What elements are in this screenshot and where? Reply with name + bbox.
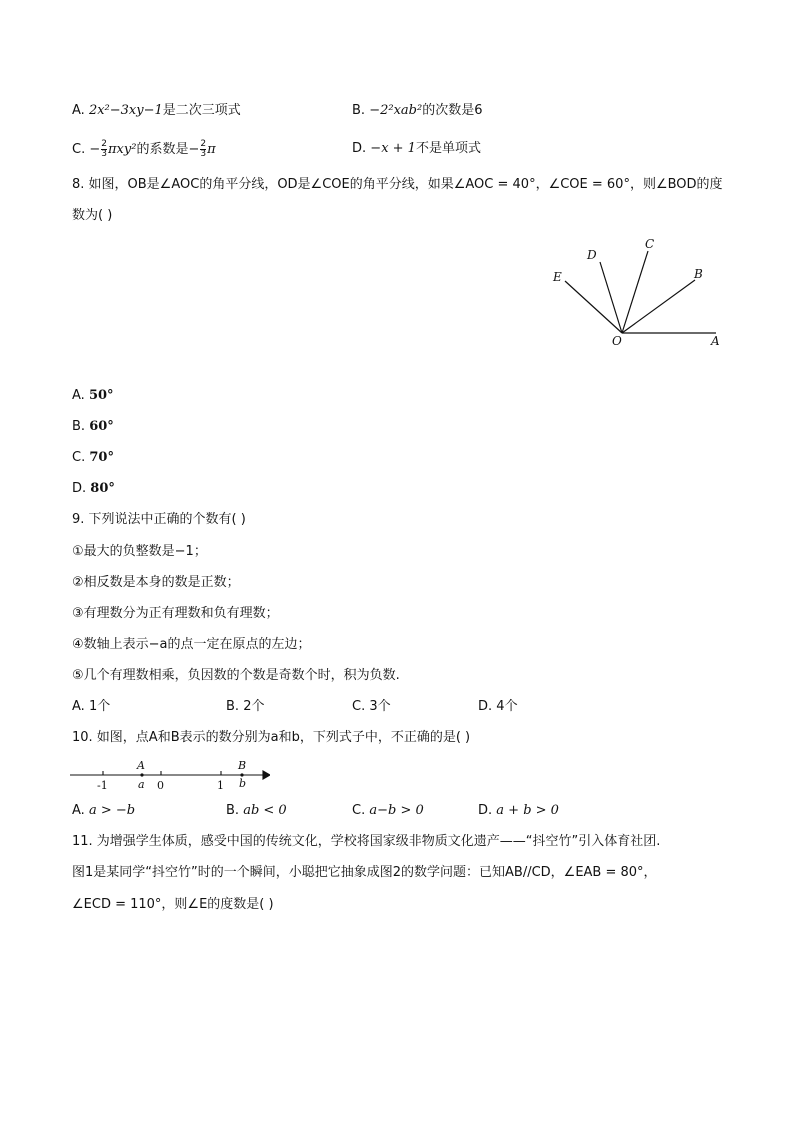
point-label-a: a bbox=[138, 778, 145, 791]
option-value: 50° bbox=[88, 388, 114, 403]
option-label: A. bbox=[72, 103, 85, 118]
point-label-A: A bbox=[137, 759, 145, 772]
tick-label-minus-1: -1 bbox=[97, 779, 108, 792]
q7-c-fraction bbox=[101, 140, 107, 159]
option-label: B. bbox=[352, 103, 366, 118]
q9-statement-1: ①最大的负整数是−1； bbox=[72, 544, 207, 559]
q7-b-text: 的次数是6 bbox=[422, 103, 483, 118]
q11-stem-line3: ∠ECD = 110°，则∠E的度数是( ) bbox=[72, 897, 274, 912]
point-label-b: b bbox=[239, 777, 247, 790]
q9-option-d bbox=[478, 698, 518, 716]
fraction-numerator: 2 bbox=[200, 139, 207, 149]
label-a: A bbox=[711, 334, 720, 348]
q8-stem-line1: 8. 如图，OB是∠AOC的角平分线，OD是∠COE的角平分线，如果∠AOC = 40°，∠COE = 60°，则∠BOD的度 bbox=[72, 177, 723, 192]
ray-ob bbox=[622, 280, 695, 333]
q9-statement-2: ②相反数是本身的数是正数； bbox=[72, 575, 240, 590]
label-d: D bbox=[587, 248, 597, 262]
option-value: 60° bbox=[89, 419, 114, 434]
q7-b-expression: −2²xab² bbox=[369, 103, 423, 118]
q8-option-d bbox=[72, 480, 115, 498]
q9-statement-4: ④数轴上表示−a的点一定在原点的左边； bbox=[72, 637, 311, 652]
option-label: C. bbox=[352, 699, 366, 714]
option-value: ab < 0 bbox=[243, 803, 287, 818]
option-value: a + b > 0 bbox=[496, 803, 559, 818]
q7-option-c: C. − $\frac{2}{3}$ πxy²的系数是− $\frac{2}{3}$ π bbox=[72, 139, 216, 159]
q10-option-b bbox=[226, 802, 287, 820]
label-e: E bbox=[553, 270, 562, 284]
option-value: 70° bbox=[89, 450, 114, 465]
q9-option-b bbox=[226, 698, 264, 716]
option-label: D. bbox=[72, 481, 87, 496]
q11-stem-line2: 图1是某同学“抖空竹”时的一个瞬间，小聪把它抽象成图2的数学问题：已知AB//CD，∠EAB = 80°， bbox=[72, 865, 657, 880]
q7-a-text: 是二次三项式 bbox=[162, 103, 241, 118]
q7-option-d bbox=[352, 140, 481, 158]
point-a-dot bbox=[140, 773, 143, 776]
q7-c-minus: − bbox=[89, 142, 101, 157]
option-value: 1个 bbox=[88, 699, 111, 714]
q11-stem-line1: 11. 为增强学生体质，感受中国的传统文化，学校将国家级非物质文化遗产——“抖空竹”引入体育社团. bbox=[72, 834, 661, 849]
option-label: D. bbox=[478, 803, 493, 818]
q7-d-expression: −x + 1 bbox=[370, 141, 416, 156]
q9-option-c bbox=[352, 698, 391, 716]
q7-option-b bbox=[352, 102, 482, 120]
q8-stem-line2: 数为( ) bbox=[72, 208, 113, 223]
q9-statement-3: ③有理数分为正有理数和负有理数； bbox=[72, 606, 279, 621]
q10-option-a bbox=[72, 802, 135, 820]
q8-option-b bbox=[72, 418, 114, 436]
q7-option-a bbox=[72, 102, 241, 120]
label-b: B bbox=[694, 267, 703, 281]
tick-label-0: 0 bbox=[157, 779, 164, 792]
q7-a-expression: 2x²−3xy−1 bbox=[88, 103, 163, 118]
option-label: A. bbox=[72, 803, 85, 818]
label-o: O bbox=[612, 334, 622, 348]
option-label: C. bbox=[352, 803, 366, 818]
q9-stem: 9. 下列说法中正确的个数有( ) bbox=[72, 512, 246, 527]
option-label: C. bbox=[72, 450, 86, 465]
q7-c-expression: πxy² bbox=[108, 142, 137, 157]
q8-angle-figure bbox=[540, 232, 740, 352]
option-label: C. bbox=[72, 142, 86, 157]
option-label: B. bbox=[226, 803, 240, 818]
point-label-B: B bbox=[238, 759, 247, 772]
q9-statement-5: ⑤几个有理数相乘，负因数的个数是奇数个时，积为负数. bbox=[72, 668, 400, 683]
option-value: 3个 bbox=[369, 699, 391, 714]
q7-c-text: 的系数是 bbox=[136, 142, 189, 157]
axis-arrow bbox=[263, 771, 270, 779]
option-value: 80° bbox=[90, 481, 115, 496]
q10-number-line bbox=[70, 756, 270, 796]
q8-option-a bbox=[72, 387, 114, 405]
option-label: A. bbox=[72, 699, 85, 714]
fraction-denominator: 3 bbox=[200, 149, 207, 159]
q9-option-a bbox=[72, 698, 110, 716]
fraction-denominator: 3 bbox=[101, 149, 107, 159]
option-label: B. bbox=[226, 699, 240, 714]
option-label: D. bbox=[352, 141, 367, 156]
q10-option-c bbox=[352, 802, 424, 820]
q10-stem: 10. 如图，点A和B表示的数分别为a和b，下列式子中，不正确的是( ) bbox=[72, 730, 471, 745]
option-value: a > −b bbox=[88, 803, 136, 818]
option-label: B. bbox=[72, 419, 86, 434]
q7-c-fraction-2 bbox=[200, 140, 206, 159]
ray-oc bbox=[622, 251, 648, 333]
option-label: A. bbox=[72, 388, 85, 403]
q7-c-pi: π bbox=[207, 142, 216, 157]
option-value: 2个 bbox=[243, 699, 265, 714]
q10-option-d bbox=[478, 802, 559, 820]
q8-option-c bbox=[72, 449, 114, 467]
fraction-numerator: 2 bbox=[101, 139, 107, 149]
option-value: 4个 bbox=[496, 699, 518, 714]
tick-label-1: 1 bbox=[217, 779, 224, 792]
option-label: D. bbox=[478, 699, 493, 714]
label-c: C bbox=[645, 237, 655, 251]
option-value: a−b > 0 bbox=[369, 803, 424, 818]
q7-d-text: 不是单项式 bbox=[415, 141, 481, 156]
